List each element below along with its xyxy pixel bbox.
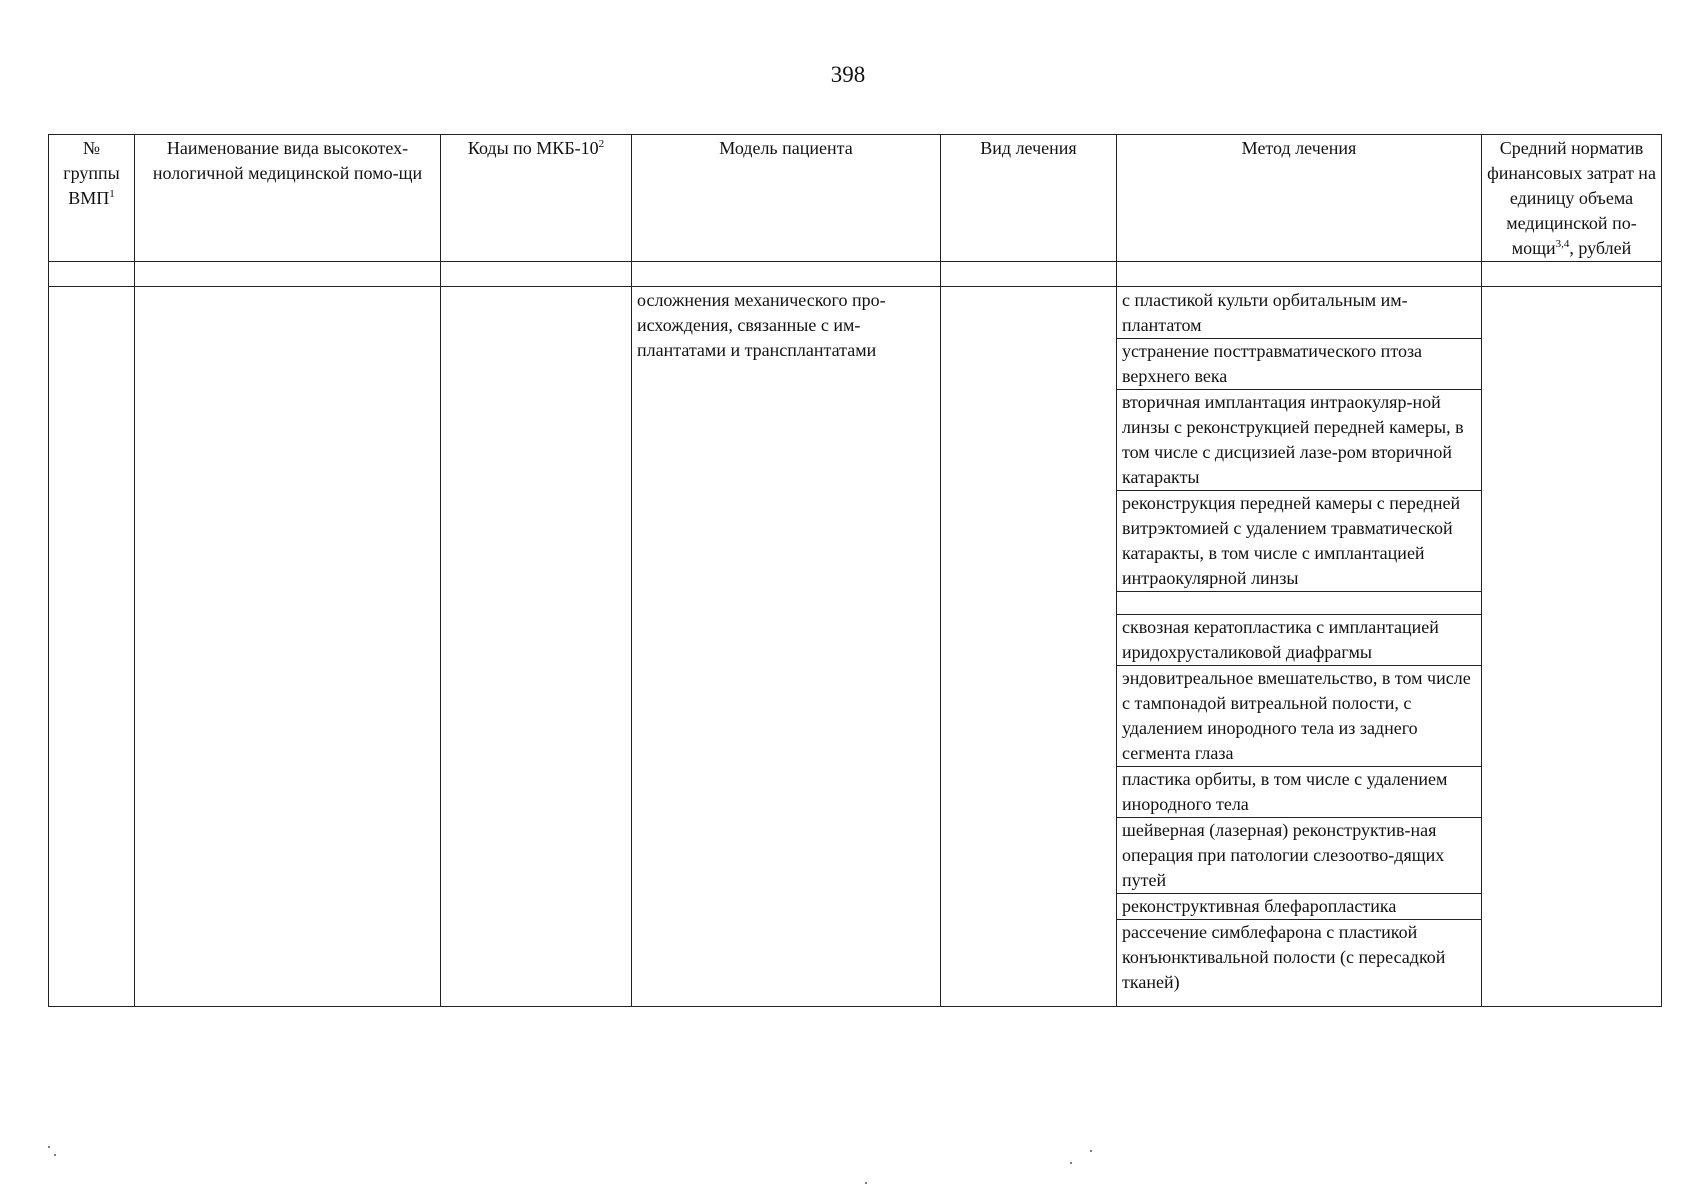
- header-patient-model: Модель пациента: [632, 135, 941, 262]
- method-item: эндовитреальное вмешательство, в том числе с тампонадой витреальной полости, с удалением инородного тела из заднего сегмента глаза: [1117, 665, 1481, 766]
- method-item-empty: [1117, 591, 1481, 614]
- header-treatment-type: Вид лечения: [941, 135, 1117, 262]
- method-item: пластика орбиты, в том числе с удалением инородного тела: [1117, 766, 1481, 817]
- page-number: 398: [830, 62, 866, 87]
- header-cost-text: Средний норматив финансовых затрат на единицу объема медицинской по-мощи: [1487, 138, 1656, 258]
- footnote-mark: 1: [109, 188, 115, 200]
- header-name: Наименование вида высокотех-нологичной медицинской помо-щи: [135, 135, 441, 262]
- method-item: рассечение симблефарона с пластикой конъюнктивальной полости (с пересадкой тканей): [1117, 919, 1481, 995]
- method-item: реконструктивная блефаропластика: [1117, 893, 1481, 919]
- empty-cell: [135, 262, 441, 287]
- method-item: с пластикой культи орбитальным им-плантатом: [1122, 290, 1408, 335]
- scan-speck: [1090, 1150, 1092, 1152]
- cost-cell: [1482, 287, 1662, 1007]
- treatment-type-cell: [941, 287, 1117, 1007]
- method-item: сквозная кератопластика с имплантацией иридохрусталиковой диафрагмы: [1117, 614, 1481, 665]
- table-row: [49, 287, 1662, 1007]
- method-cell: [1117, 287, 1482, 1007]
- scan-speck: [54, 1154, 56, 1156]
- name-cell: [135, 287, 441, 1007]
- empty-cell: [441, 262, 632, 287]
- empty-cell: [632, 262, 941, 287]
- header-method: Метод лечения: [1117, 135, 1482, 262]
- scan-speck: [48, 1146, 50, 1148]
- group-no-cell: [49, 287, 135, 1007]
- header-row: [49, 135, 1662, 262]
- column-number-row: [49, 262, 1662, 287]
- empty-cell: [941, 262, 1117, 287]
- header-cost: [1482, 135, 1662, 262]
- method-item: устранение посттравматического птоза верхнего века: [1117, 338, 1481, 389]
- codes-cell: [441, 287, 632, 1007]
- header-group-no: [49, 135, 135, 262]
- scan-speck: [865, 1182, 867, 1184]
- header-cost-suffix: , рублей: [1569, 238, 1632, 258]
- header-codes-text: Коды по МКБ-10: [467, 138, 599, 158]
- empty-cell: [49, 262, 135, 287]
- medical-care-table: [48, 134, 1662, 1007]
- empty-cell: [1482, 262, 1662, 287]
- method-item: шейверная (лазерная) реконструктив-ная операция при патологии слезоотво-дящих путей: [1117, 817, 1481, 893]
- scan-speck: [1070, 1162, 1072, 1164]
- method-item: реконструкция передней камеры с передней витрэктомией с удалением травматической катаракты, в том числе с имплантацией интраокулярной линзы: [1117, 490, 1481, 591]
- patient-model-cell: осложнения механического про-исхождения, связанные с им-плантатами и трансплантатами: [632, 287, 941, 1007]
- method-item: вторичная имплантация интраокуляр-ной линзы с реконструкцией передней камеры, в том числе с дисцизией лазе-ром вторичной катаракты: [1117, 389, 1481, 490]
- header-codes: [441, 135, 632, 262]
- empty-cell: [1117, 262, 1482, 287]
- footnote-mark: 3,4: [1555, 238, 1570, 250]
- header-group-no-text: № группы ВМП: [63, 138, 120, 208]
- footnote-mark: 2: [598, 138, 605, 150]
